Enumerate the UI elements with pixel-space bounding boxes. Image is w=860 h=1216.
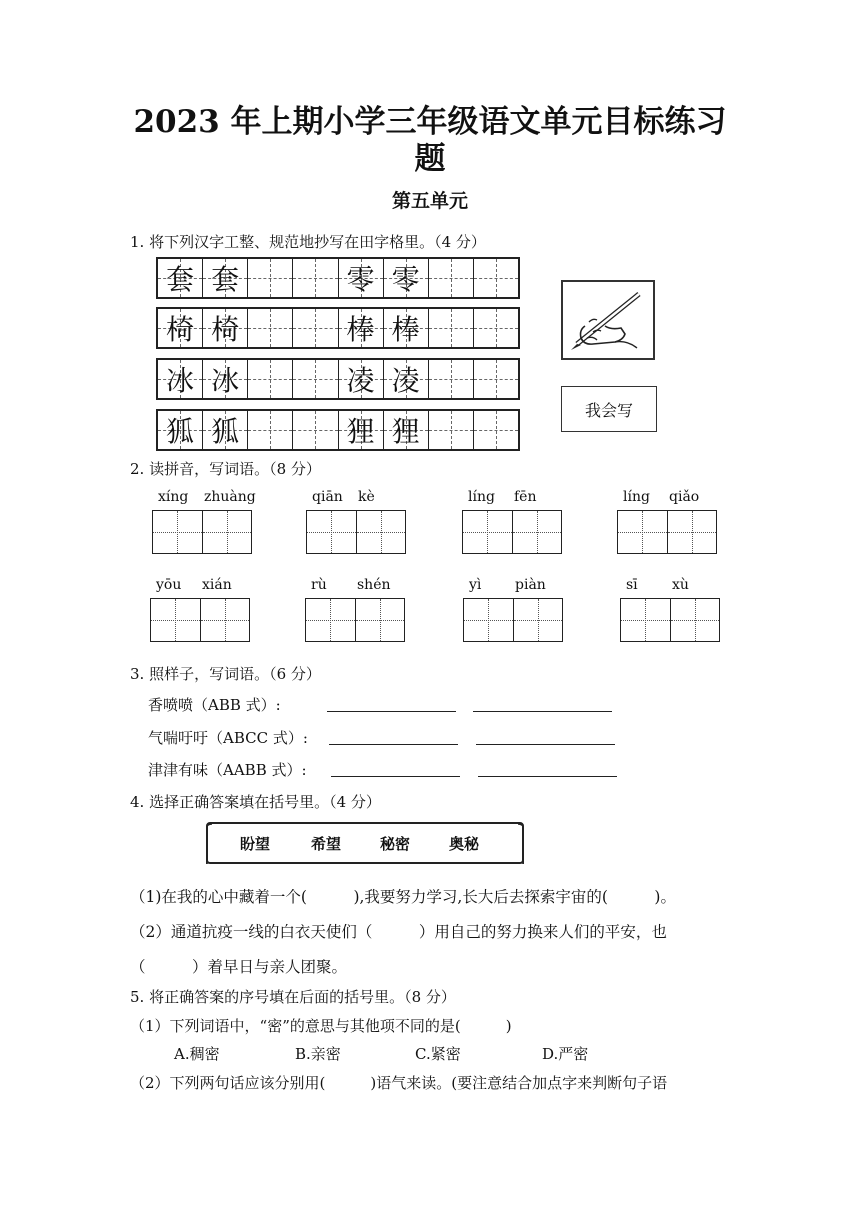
tianzige-cell[interactable]	[248, 360, 293, 398]
tianzige-row	[156, 257, 520, 299]
tianzige-cell[interactable]	[248, 411, 293, 449]
tianzige-cell[interactable]	[339, 360, 384, 398]
model-character: 凌	[391, 364, 420, 397]
model-character: 椅	[211, 313, 240, 346]
pinyin-label: piàn	[515, 577, 546, 593]
tianzige-cell[interactable]	[339, 309, 384, 347]
model-character: 狐	[211, 415, 240, 448]
unit-heading: 第五单元	[391, 190, 468, 212]
page-title-continued: 题	[414, 141, 446, 177]
q3-line-1-label: 香喷喷（ABB 式）:	[148, 696, 281, 714]
answer-cell[interactable]	[668, 511, 717, 553]
pinyin-label: xù	[672, 577, 689, 593]
pinyin-label: zhuàng	[204, 489, 256, 505]
model-character: 零	[346, 263, 375, 296]
model-character: 冰	[166, 364, 195, 397]
answer-cell[interactable]	[201, 599, 250, 641]
tianzige-row	[156, 409, 520, 451]
q5-option-a: A.稠密	[174, 1045, 220, 1063]
pinyin-label: yōu	[156, 577, 182, 593]
q1-prompt: 1. 将下列汉字工整、规范地抄写在田字格里。（4 分）	[130, 233, 486, 251]
q5-option-d: D.严密	[542, 1045, 589, 1063]
answer-cell[interactable]	[356, 599, 405, 641]
answer-box[interactable]	[305, 598, 405, 642]
tianzige-cell[interactable]	[158, 259, 203, 297]
tianzige-cell[interactable]	[429, 360, 474, 398]
tianzige-cell[interactable]	[203, 411, 248, 449]
q3-answer-line[interactable]	[329, 744, 458, 745]
tianzige-cell[interactable]	[248, 259, 293, 297]
model-character: 棒	[346, 313, 375, 346]
q2-prompt: 2. 读拼音，写词语。（8 分）	[130, 460, 321, 478]
pinyin-label: líng	[468, 489, 495, 505]
model-character: 椅	[166, 313, 195, 346]
tianzige-cell[interactable]	[429, 259, 474, 297]
tianzige-cell[interactable]	[384, 309, 429, 347]
tianzige-cell[interactable]	[429, 309, 474, 347]
tianzige-cell[interactable]	[293, 259, 338, 297]
answer-box[interactable]	[150, 598, 250, 642]
model-character: 零	[391, 263, 420, 296]
q5-option-c: C.紧密	[415, 1045, 461, 1063]
model-character: 套	[166, 263, 195, 296]
answer-cell[interactable]	[621, 599, 671, 641]
q3-prompt: 3. 照样子，写词语。（6 分）	[130, 665, 321, 683]
word-bank-item: 盼望	[240, 835, 271, 853]
q5-prompt: 5. 将正确答案的序号填在后面的括号里。（8 分）	[130, 988, 456, 1006]
tianzige-cell[interactable]	[339, 411, 384, 449]
model-character: 狸	[391, 415, 420, 448]
answer-cell[interactable]	[618, 511, 668, 553]
answer-cell[interactable]	[203, 511, 252, 553]
answer-cell[interactable]	[671, 599, 720, 641]
pinyin-label: xíng	[158, 489, 189, 505]
answer-box[interactable]	[463, 598, 563, 642]
answer-box[interactable]	[617, 510, 717, 554]
tianzige-cell[interactable]	[474, 411, 518, 449]
answer-cell[interactable]	[306, 599, 356, 641]
tianzige-cell[interactable]	[203, 360, 248, 398]
pinyin-label: xián	[202, 577, 232, 593]
page-title: 2023 年上期小学三年级语文单元目标练习	[133, 104, 727, 140]
tianzige-cell[interactable]	[293, 309, 338, 347]
tianzige-cell[interactable]	[248, 309, 293, 347]
model-character: 棒	[391, 313, 420, 346]
model-character: 狸	[346, 415, 375, 448]
answer-cell[interactable]	[307, 511, 357, 553]
answer-box[interactable]	[620, 598, 720, 642]
q4-sentence-2: （2）通道抗疫一线的白衣天使们（ ）用自己的努力换来人们的平安，也	[130, 923, 667, 941]
tianzige-cell[interactable]	[293, 411, 338, 449]
model-character: 冰	[211, 364, 240, 397]
q5-question-2: （2）下列两句话应该分别用( )语气来读。(要注意结合加点字来判断句子语	[130, 1074, 668, 1092]
pinyin-label: kè	[358, 489, 375, 505]
pinyin-label: shén	[357, 577, 391, 593]
tianzige-cell[interactable]	[429, 411, 474, 449]
answer-box[interactable]	[306, 510, 406, 554]
tianzige-cell[interactable]	[474, 309, 518, 347]
pinyin-label: qiǎo	[669, 489, 700, 505]
q3-answer-line[interactable]	[331, 776, 460, 777]
tianzige-cell[interactable]	[474, 360, 518, 398]
pinyin-label: rù	[311, 577, 327, 593]
answer-cell[interactable]	[514, 599, 563, 641]
tianzige-row	[156, 358, 520, 400]
tianzige-cell[interactable]	[158, 309, 203, 347]
q4-sentence-1: （1)在我的心中藏着一个( ),我要努力学习,长大后去探索宇宙的( )。	[130, 888, 676, 906]
q3-answer-line[interactable]	[327, 711, 456, 712]
tianzige-cell[interactable]	[384, 259, 429, 297]
answer-cell[interactable]	[153, 511, 203, 553]
q5-question-1: （1）下列词语中，“密”的意思与其他项不同的是( )	[130, 1017, 512, 1035]
q3-answer-line[interactable]	[478, 776, 617, 777]
tianzige-cell[interactable]	[203, 259, 248, 297]
q3-line-2-label: 气喘吁吁（ABCC 式）:	[148, 729, 308, 747]
model-character: 套	[211, 263, 240, 296]
answer-box[interactable]	[462, 510, 562, 554]
q3-answer-line[interactable]	[476, 744, 615, 745]
q3-answer-line[interactable]	[473, 711, 612, 712]
q4-sentence-2-continued: （ ）着早日与亲人团聚。	[130, 958, 348, 976]
word-bank-item: 奥秘	[449, 835, 480, 853]
answer-cell[interactable]	[513, 511, 562, 553]
pinyin-label: líng	[623, 489, 650, 505]
q5-option-b: B.亲密	[295, 1045, 341, 1063]
model-character: 凌	[346, 364, 375, 397]
tianzige-row	[156, 307, 520, 349]
pinyin-label: qiān	[312, 489, 343, 505]
tianzige-cell[interactable]	[158, 360, 203, 398]
pinyin-label: yì	[469, 577, 482, 593]
hand-writing-pencil-icon	[561, 280, 655, 360]
tianzige-cell[interactable]	[384, 360, 429, 398]
answer-box[interactable]	[152, 510, 252, 554]
word-bank-item: 希望	[311, 835, 342, 853]
pinyin-label: sī	[626, 577, 638, 593]
answer-cell[interactable]	[357, 511, 406, 553]
answer-cell[interactable]	[464, 599, 514, 641]
q3-line-3-label: 津津有味（AABB 式）:	[148, 761, 307, 779]
q4-prompt: 4. 选择正确答案填在括号里。（4 分）	[130, 793, 381, 811]
tianzige-cell[interactable]	[384, 411, 429, 449]
answer-cell[interactable]	[463, 511, 513, 553]
badge-i-can-write: 我会写	[561, 386, 657, 432]
word-bank-item: 秘密	[380, 835, 411, 853]
tianzige-cell[interactable]	[203, 309, 248, 347]
pinyin-label: fēn	[514, 489, 537, 505]
tianzige-cell[interactable]	[293, 360, 338, 398]
tianzige-cell[interactable]	[158, 411, 203, 449]
tianzige-cell[interactable]	[474, 259, 518, 297]
answer-cell[interactable]	[151, 599, 201, 641]
model-character: 狐	[166, 415, 195, 448]
tianzige-cell[interactable]	[339, 259, 384, 297]
